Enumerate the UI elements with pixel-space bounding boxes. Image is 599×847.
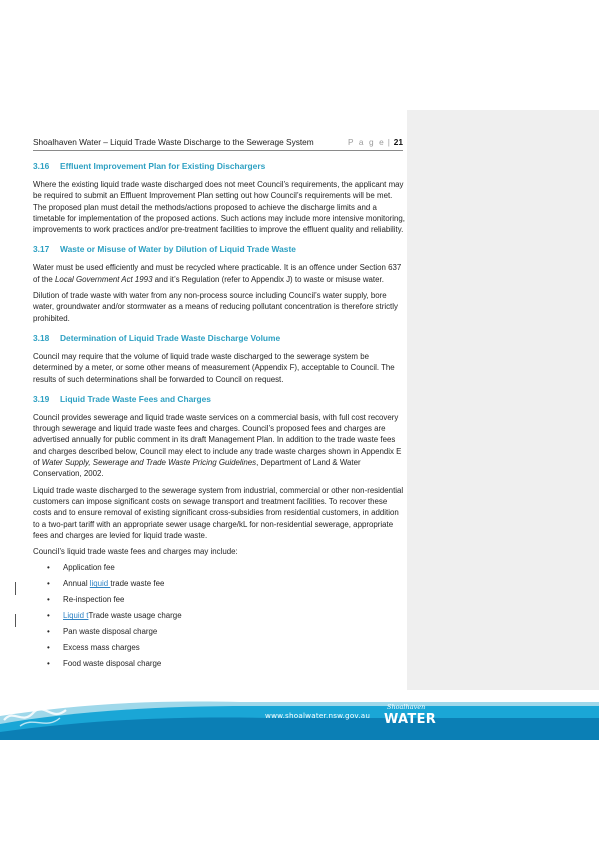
- list-item: • Pan waste disposal charge: [33, 626, 405, 642]
- text-run: Council provides sewerage and liquid trade waste services on a commercial basis, with full cost recovery through sewerage and liquid trade waste fees and charges. Council’s proposed fees and charges are advertised annually for public comment in its draft Management Plan. In addition to the trade waste fees and charges described below, Council may elect to include any trade waste charges shown in Appendix E of: [33, 412, 402, 468]
- paragraph: [33, 412, 405, 480]
- page-indicator: [348, 137, 403, 148]
- section-number: 3.17: [33, 244, 50, 255]
- change-bar: [15, 582, 16, 595]
- paragraph: Liquid trade waste discharged to the sewerage system from industrial, commercial or other non-residential customers can impose significant costs on sewage transport and treatment facilities. To recover these costs and to ensure removal of existing significant cross-subsidies from residential customers, in addition to a two-part tariff with an appropriate sewer usage charge/kL for non-residential sewerage, appropriate fees and charges are levied for liquid trade waste.: [33, 485, 404, 540]
- list-item: • Re-inspection fee: [33, 594, 405, 610]
- section-heading-3-18: [33, 332, 405, 344]
- list-item: [33, 610, 405, 626]
- paragraph: Dilution of trade waste with water from any non-process source including Council’s water supply, bore water, groundwater and/or stormwater as a means of reducing pollutant concentration is therefore strictly prohibited.: [33, 291, 398, 323]
- header-title: Shoalhaven Water – Liquid Trade Waste Discharge to the Sewerage System: [33, 137, 314, 147]
- section-title: Liquid Trade Waste Fees and Charges: [60, 393, 211, 404]
- page-separator: |: [387, 137, 392, 147]
- list-item: • Food waste disposal charge: [33, 658, 405, 674]
- section-number: 3.19: [33, 393, 50, 404]
- tracked-insertion[interactable]: Liquid t: [63, 611, 89, 621]
- text-run: Annual: [63, 579, 90, 589]
- page-word: P a g e: [348, 137, 386, 147]
- header-rule: [33, 150, 403, 151]
- list-item: • Application fee: [33, 562, 405, 578]
- page-number: 21: [393, 137, 403, 147]
- page-header: [33, 137, 403, 148]
- section-heading-3-16: [33, 160, 405, 172]
- section-heading-3-19: [33, 393, 405, 405]
- logo-script-text: Shoalhaven: [387, 703, 426, 711]
- paragraph: Council may require that the volume of liquid trade waste discharged to the sewerage system be determined by a meter, or some other means of measurement (Appendix F), acceptable to Council. The results of such determinations shall be forwarded to Council on request.: [33, 351, 395, 384]
- list-item: • Excess mass charges: [33, 642, 405, 658]
- section-title: Effluent Improvement Plan for Existing Dischargers: [60, 161, 266, 171]
- text-run: trade waste fee: [110, 579, 165, 589]
- fees-list: [33, 562, 405, 674]
- change-bar: [15, 614, 16, 627]
- section-heading-3-17: [33, 243, 405, 255]
- paragraph: Council’s liquid trade waste fees and charges may include:: [33, 547, 238, 557]
- list-item: [33, 578, 405, 594]
- tracked-insertion[interactable]: liquid: [89, 579, 111, 589]
- text-run: Trade waste usage charge: [88, 611, 182, 621]
- text-run: , Department of Land & Water Conservation, 2002.: [33, 458, 361, 479]
- document-body: [33, 160, 405, 674]
- section-title: Waste or Misuse of Water by Dilution of Liquid Trade Waste: [60, 244, 296, 255]
- footer-website-link[interactable]: www.shoalwater.nsw.gov.au: [265, 711, 371, 720]
- guidelines-citation: Water Supply, Sewerage and Trade Waste Pricing Guidelines: [41, 458, 257, 468]
- section-number: 3.16: [33, 161, 50, 171]
- comment-margin-pane: [407, 110, 599, 690]
- shoalhaven-water-logo: [381, 703, 435, 735]
- section-number: 3.18: [33, 332, 50, 343]
- paragraph: Where the existing liquid trade waste discharged does not meet Council’s requirements, the applicant may be required to submit an Effluent Improvement Plan setting out how Council’s requirements will be met. The proposed plan must detail the methods/actions proposed to achieve the discharge limits and a timetable for implementation of the proposed actions. Such actions may include more intensive monitoring, improvements to work practices and/or pre-treatment facilities to improve the effluent quality and reliability.: [33, 180, 405, 235]
- text-run: Water must be used efficiently and must be recycled where practicable. It is an offence under Section 637 of the: [33, 263, 402, 284]
- text-run: and it’s Regulation (refer to Appendix J) to waste or misuse water.: [152, 274, 384, 284]
- logo-wordmark: WATER: [384, 712, 437, 727]
- paragraph: [33, 262, 405, 285]
- section-title: Determination of Liquid Trade Waste Discharge Volume: [60, 332, 281, 343]
- act-citation: Local Government Act 1993: [54, 274, 153, 284]
